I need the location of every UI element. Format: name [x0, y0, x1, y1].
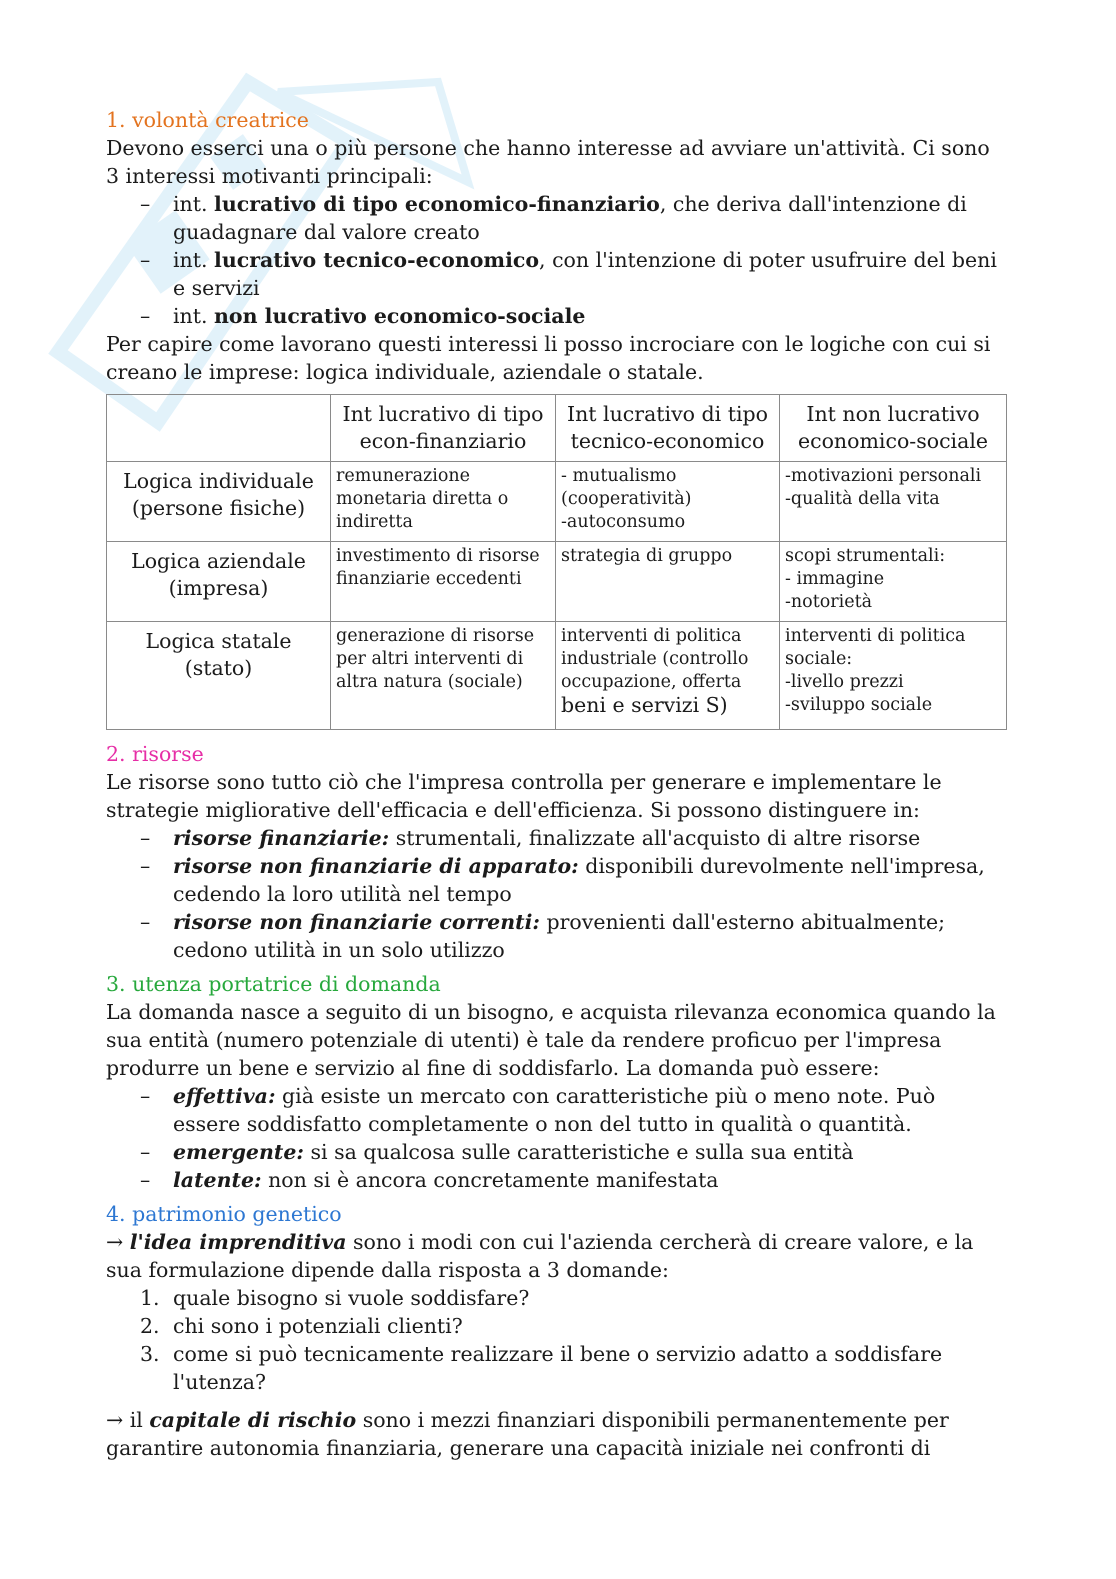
table-cell: investimento di risorse finanziarie eccedenti: [331, 542, 556, 622]
list-item: 2. chi sono i potenziali clienti?: [140, 1314, 463, 1338]
demand-list: [106, 1082, 1006, 1194]
section-1-outro: Per capire come lavorano questi interessi li posso incrociare con le logiche con cui si creano le imprese: logica individuale, aziendale o statale.: [106, 332, 991, 384]
list-item: – emergente: si sa qualcosa sulle caratteristiche e sulla sua entità: [106, 1138, 1006, 1166]
section-2-title: 2. risorse: [106, 742, 204, 766]
table-cell: - mutualismo (cooperatività) -autoconsumo: [556, 462, 780, 542]
table-cell: interventi di politica sociale: -livello prezzi -sviluppo sociale: [780, 622, 1007, 730]
table-row: [107, 462, 1007, 542]
list-item: – risorse non finanziarie di apparato: disponibili durevolmente nell'impresa, cedendo la loro utilità nel tempo: [106, 852, 1006, 908]
table-row: [107, 622, 1007, 730]
table-cell: remunerazione monetaria diretta o indiretta: [331, 462, 556, 542]
section-1-title: 1. volontà creatrice: [106, 108, 309, 132]
list-item: – risorse non finanziarie correnti: provenienti dall'esterno abitualmente; cedono utilità in un solo utilizzo: [106, 908, 1006, 964]
resources-list: [106, 824, 1006, 964]
table-cell: scopi strumentali: - immagine -notorietà: [780, 542, 1007, 622]
interest-list: [106, 190, 1006, 330]
section-3-intro: La domanda nasce a seguito di un bisogno, e acquista rilevanza economica quando la sua entità (numero potenziale di utenti) è tale da rendere proficuo per l'impresa produrre un bene e servizio al fine di soddisfarlo. La domanda può essere:: [106, 1000, 996, 1080]
list-item: – int. non lucrativo economico-sociale: [106, 302, 1006, 330]
list-item: – int. lucrativo di tipo economico-finanziario, che deriva dall'intenzione di guadagnare dal valore creato: [106, 190, 1006, 246]
list-item: – effettiva: già esiste un mercato con caratteristiche più o meno note. Può essere soddisfatto completamente o non del tutto in qualità o quantità.: [106, 1082, 1006, 1138]
document-page: [106, 106, 1006, 1462]
section-3-title: 3. utenza portatrice di domanda: [106, 972, 441, 996]
table-header-empty: [107, 395, 331, 462]
logic-interest-table: [106, 394, 1007, 730]
capital-paragraph: → il capitale di rischio sono i mezzi finanziari disponibili permanentemente per garantire autonomia finanziaria, generare una capacità iniziale nei confronti di: [106, 1408, 949, 1460]
table-cell: strategia di gruppo: [556, 542, 780, 622]
table-header-row: [107, 395, 1007, 462]
row-header: Logica aziendale (impresa): [107, 542, 331, 622]
list-item: 1. quale bisogno si vuole soddisfare?: [140, 1286, 530, 1310]
section-2-intro: Le risorse sono tutto ciò che l'impresa controlla per generare e implementare le strategie migliorative dell'efficacia e dell'efficienza. Si possono distinguere in:: [106, 770, 942, 822]
table-cell: generazione di risorse per altri interventi di altra natura (sociale): [331, 622, 556, 730]
table-header: Int lucrativo di tipo econ-finanziario: [331, 395, 556, 462]
section-1-intro: Devono esserci una o più persone che hanno interesse ad avviare un'attività. Ci sono 3 interessi motivanti principali:: [106, 136, 990, 188]
questions-list: [106, 1284, 1006, 1396]
table-cell: interventi di politica industriale (controllo occupazione, offerta beni e servizi S): [556, 622, 780, 730]
idea-paragraph: → l'idea imprenditiva sono i modi con cui l'azienda cercherà di creare valore, e la sua formulazione dipende dalla risposta a 3 domande:: [106, 1230, 974, 1282]
table-row: [107, 542, 1007, 622]
row-header: Logica individuale (persone fisiche): [107, 462, 331, 542]
table-cell: -motivazioni personali -qualità della vita: [780, 462, 1007, 542]
list-item: – risorse finanziarie: strumentali, finalizzate all'acquisto di altre risorse: [106, 824, 1006, 852]
row-header: Logica statale (stato): [107, 622, 331, 730]
table-header: Int non lucrativo economico-sociale: [780, 395, 1007, 462]
table-header: Int lucrativo di tipo tecnico-economico: [556, 395, 780, 462]
section-4-title: 4. patrimonio genetico: [106, 1202, 342, 1226]
list-item: – int. lucrativo tecnico-economico, con l'intenzione di poter usufruire del beni e servizi: [106, 246, 1006, 302]
list-item: 3. come si può tecnicamente realizzare il bene o servizio adatto a soddisfare l'utenza?: [140, 1342, 943, 1394]
list-item: – latente: non si è ancora concretamente manifestata: [106, 1166, 1006, 1194]
